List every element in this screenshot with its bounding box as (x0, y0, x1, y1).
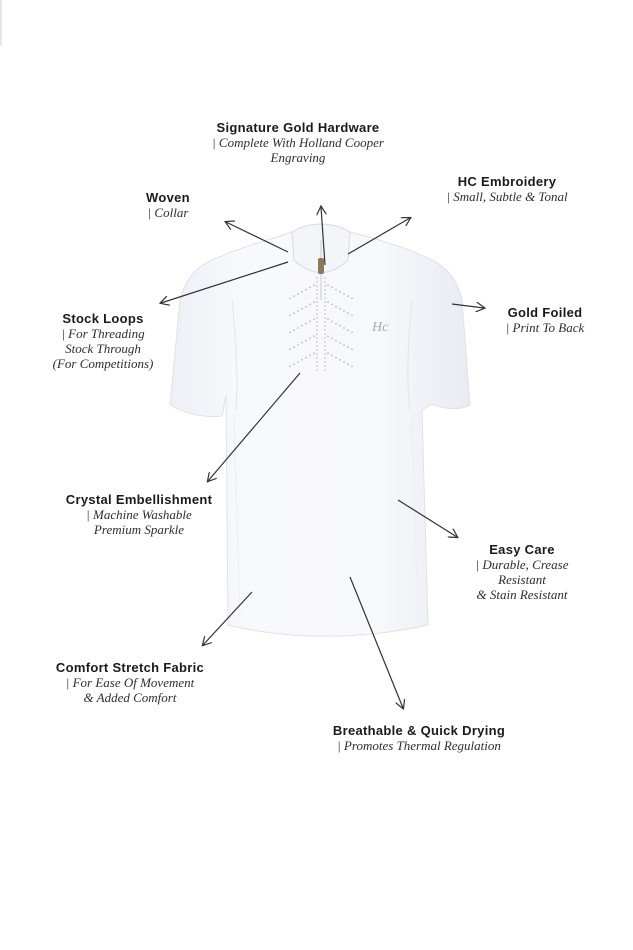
feature-title: HC Embroidery (457, 174, 557, 189)
arrow-stock-loops (161, 262, 288, 303)
feature-hardware (178, 120, 418, 165)
feature-desc: | Durable, Crease Resistant & Stain Resistant (475, 557, 569, 602)
feature-breathable (314, 723, 524, 753)
feature-title: Comfort Stretch Fabric (55, 660, 205, 675)
arrow-hardware (321, 207, 325, 265)
feature-title: Crystal Embellishment (65, 492, 213, 507)
feature-desc: | Promotes Thermal Regulation (337, 738, 501, 753)
feature-stretch (40, 660, 220, 705)
feature-title: Signature Gold Hardware (216, 120, 380, 135)
arrow-breathable (350, 577, 403, 708)
arrow-embroidery (348, 218, 410, 254)
feature-title: Stock Loops (62, 311, 144, 326)
feature-desc: | Small, Subtle & Tonal (446, 189, 568, 204)
feature-title: Gold Foiled (507, 305, 583, 320)
arrow-stretch (203, 592, 252, 645)
feature-title: Breathable & Quick Drying (332, 723, 506, 738)
feature-woven (118, 190, 218, 220)
arrow-crystal (208, 373, 300, 481)
feature-easy-care (457, 542, 587, 602)
feature-desc: | For Threading Stock Through (For Competitions) (52, 326, 154, 371)
feature-crystal (54, 492, 224, 537)
arrow-gold-foiled (452, 304, 484, 308)
feature-desc: | Print To Back (505, 320, 585, 335)
feature-stock-loops (38, 311, 168, 371)
feature-embroidery (417, 174, 597, 204)
feature-title: Easy Care (489, 542, 555, 557)
feature-title: Woven (146, 190, 190, 205)
feature-desc: | Collar (147, 205, 189, 220)
hc-monogram-icon: Hc (372, 320, 389, 335)
feature-desc: | Machine Washable Premium Sparkle (86, 507, 192, 537)
feature-desc: | Complete With Holland Cooper Engraving (212, 135, 384, 165)
feature-gold-foiled (485, 305, 605, 335)
arrow-woven (226, 222, 288, 252)
feature-desc: | For Ease Of Movement & Added Comfort (65, 675, 195, 705)
arrow-easy-care (398, 500, 457, 537)
